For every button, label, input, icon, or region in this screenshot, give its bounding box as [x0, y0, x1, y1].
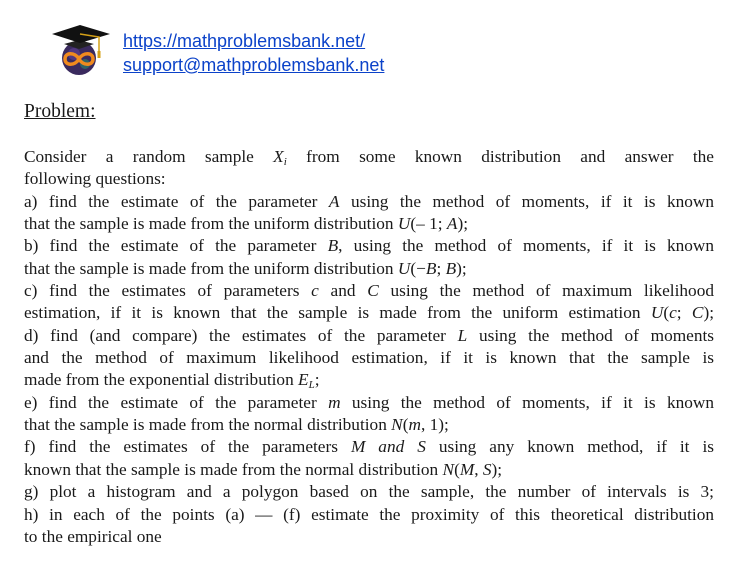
contact-links — [123, 29, 384, 77]
problem-line: Consider a random sample $X_i$ from some known distribution and answer the — [24, 147, 714, 168]
problem-line: that the sample is made from the normal distribution N(m, 1); — [24, 415, 449, 435]
problem-line: b) find the estimate of the parameter B, using the method of moments, if it is known — [24, 236, 714, 256]
problem-line: to the empirical one — [24, 526, 162, 546]
graduation-cap-infinity-icon — [50, 22, 112, 78]
problem-heading: Problem: — [24, 101, 96, 122]
problem-line: e) find the estimate of the parameter m using the method of moments, if it is known — [24, 392, 714, 412]
problem-line: a) find the estimate of the parameter A using the method of moments, if it is known — [24, 191, 714, 211]
email-link[interactable]: support@mathproblemsbank.net — [123, 55, 385, 75]
problem-line: and the method of maximum likelihood estimation, if it is known that the sample is — [24, 348, 714, 368]
problem-line: h) in each of the points (a) — (f) estimate the proximity of this theoretical distribution — [24, 504, 714, 524]
problem-line: g) plot a histogram and a polygon based on the sample, the number of intervals is 3; — [24, 482, 714, 502]
site-logo — [50, 22, 112, 78]
problem-line: that the sample is made from the uniform distribution U(−B; B); — [24, 258, 467, 278]
problem-line: following questions: — [24, 169, 166, 189]
problem-line: estimation, if it is known that the sample is made from the uniform estimation U(c; C); — [24, 303, 714, 323]
problem-line: that the sample is made from the uniform distribution U(– 1; A); — [24, 214, 468, 234]
website-link[interactable]: https://mathproblemsbank.net/ — [123, 31, 366, 51]
problem-line: c) find the estimates of parameters c and C using the method of maximum likelihood — [24, 281, 714, 301]
problem-text — [24, 146, 714, 548]
problem-line: known that the sample is made from the normal distribution N(M, S); — [24, 459, 503, 479]
problem-line: f) find the estimates of the parameters M and S using any known method, if it is — [24, 437, 714, 457]
problem-line: d) find (and compare) the estimates of the parameter L using the method of moments — [24, 325, 714, 345]
problem-line: made from the exponential distribution $E_L$; — [24, 370, 320, 392]
